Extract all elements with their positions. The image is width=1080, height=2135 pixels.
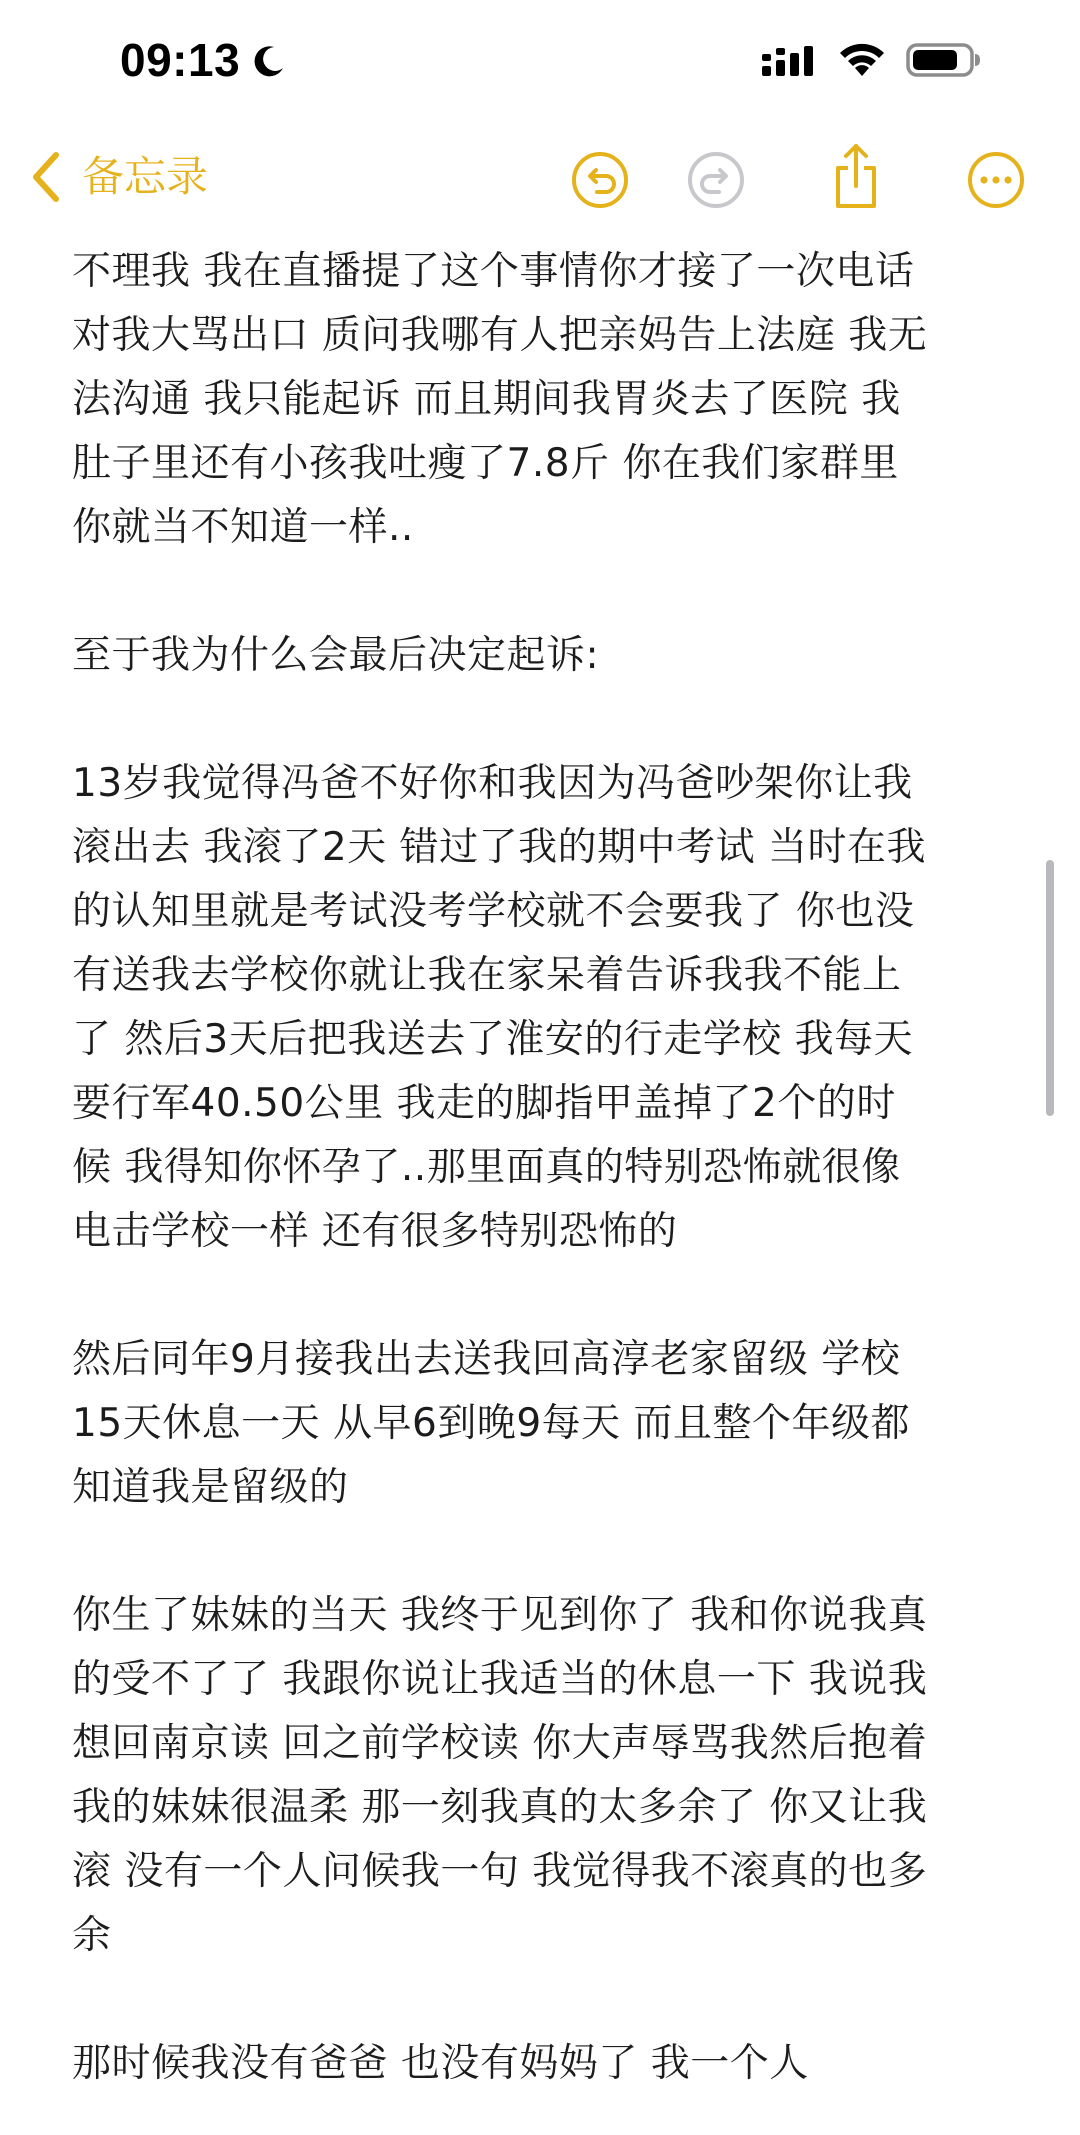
note-text-line: 滚出去 我滚了2天 错过了我的期中考试 当时在我 — [72, 825, 927, 870]
blank-line — [72, 1968, 1022, 2032]
note-text-line: 电击学校一样 还有很多特别恐怖的 — [72, 1209, 678, 1254]
back-button[interactable] — [28, 144, 208, 210]
note-text-line: 对我大骂出口 质问我哪有人把亲妈告上法庭 我无 — [72, 313, 928, 358]
note-text-line: 候 我得知你怀孕了..那里面真的特别恐怖就很像 — [72, 1145, 901, 1190]
cellular-signal-icon — [762, 44, 820, 78]
note-text-line: 然后同年9月接我出去送我回高淳老家留级 学校 — [72, 1337, 901, 1382]
note-text-line: 我的妹妹很温柔 那一刻我真的太多余了 你又让我 — [72, 1785, 928, 1830]
moon-icon — [252, 44, 286, 78]
more-icon[interactable] — [966, 150, 1026, 210]
nav-bar — [0, 130, 1080, 230]
wifi-icon — [838, 40, 886, 78]
note-text-line: 那时候我没有爸爸 也没有妈妈了 我一个人 — [72, 2041, 809, 2086]
status-bar — [0, 0, 1080, 130]
note-text-line: 15天休息一天 从早6到晚9每天 而且整个年级都 — [72, 1401, 911, 1446]
note-text-line: 你就当不知道一样.. — [72, 505, 414, 550]
status-time: 09:13 — [120, 34, 241, 86]
blank-line — [72, 1520, 1022, 1584]
note-text-line: 不理我 我在直播提了这个事情你才接了一次电话 — [72, 249, 915, 294]
undo-icon[interactable] — [570, 150, 630, 210]
note-text-line: 知道我是留级的 — [72, 1465, 349, 1510]
note-text-line: 肚子里还有小孩我吐瘦了7.8斤 你在我们家群里 — [72, 441, 899, 486]
note-text-line: 滚 没有一个人问候我一句 我觉得我不滚真的也多 — [72, 1849, 928, 1894]
note-text-line: 法沟通 我只能起诉 而且期间我胃炎去了医院 我 — [72, 377, 901, 422]
note-text-line: 要行军40.50公里 我走的脚指甲盖掉了2个的时 — [72, 1081, 896, 1126]
blank-line — [72, 560, 1022, 624]
share-icon[interactable] — [826, 142, 886, 212]
note-text-line: 至于我为什么会最后决定起诉: — [72, 633, 600, 678]
blank-line — [72, 1264, 1022, 1328]
note-text-line: 的受不了了 我跟你说让我适当的休息一下 我说我 — [72, 1657, 928, 1702]
note-text-line: 了 然后3天后把我送去了淮安的行走学校 我每天 — [72, 1017, 914, 1062]
redo-icon[interactable] — [686, 150, 746, 210]
note-text-line: 想回南京读 回之前学校读 你大声辱骂我然后抱着 — [72, 1721, 928, 1766]
back-label: 备忘录 — [82, 152, 209, 201]
note-text-line: 13岁我觉得冯爸不好你和我因为冯爸吵架你让我 — [72, 761, 913, 806]
battery-icon — [906, 42, 982, 78]
chevron-left-icon — [28, 149, 62, 205]
scroll-indicator — [1046, 860, 1054, 1116]
blank-line — [72, 688, 1022, 752]
note-text-line: 余 — [72, 1913, 112, 1958]
note-text-line: 你生了妹妹的当天 我终于见到你了 我和你说我真 — [72, 1593, 928, 1638]
note-text-line: 的认知里就是考试没考学校就不会要我了 你也没 — [72, 889, 915, 934]
note-text-line: 有送我去学校你就让我在家呆着告诉我我不能上 — [72, 953, 902, 998]
note-body[interactable] — [72, 240, 1022, 2096]
